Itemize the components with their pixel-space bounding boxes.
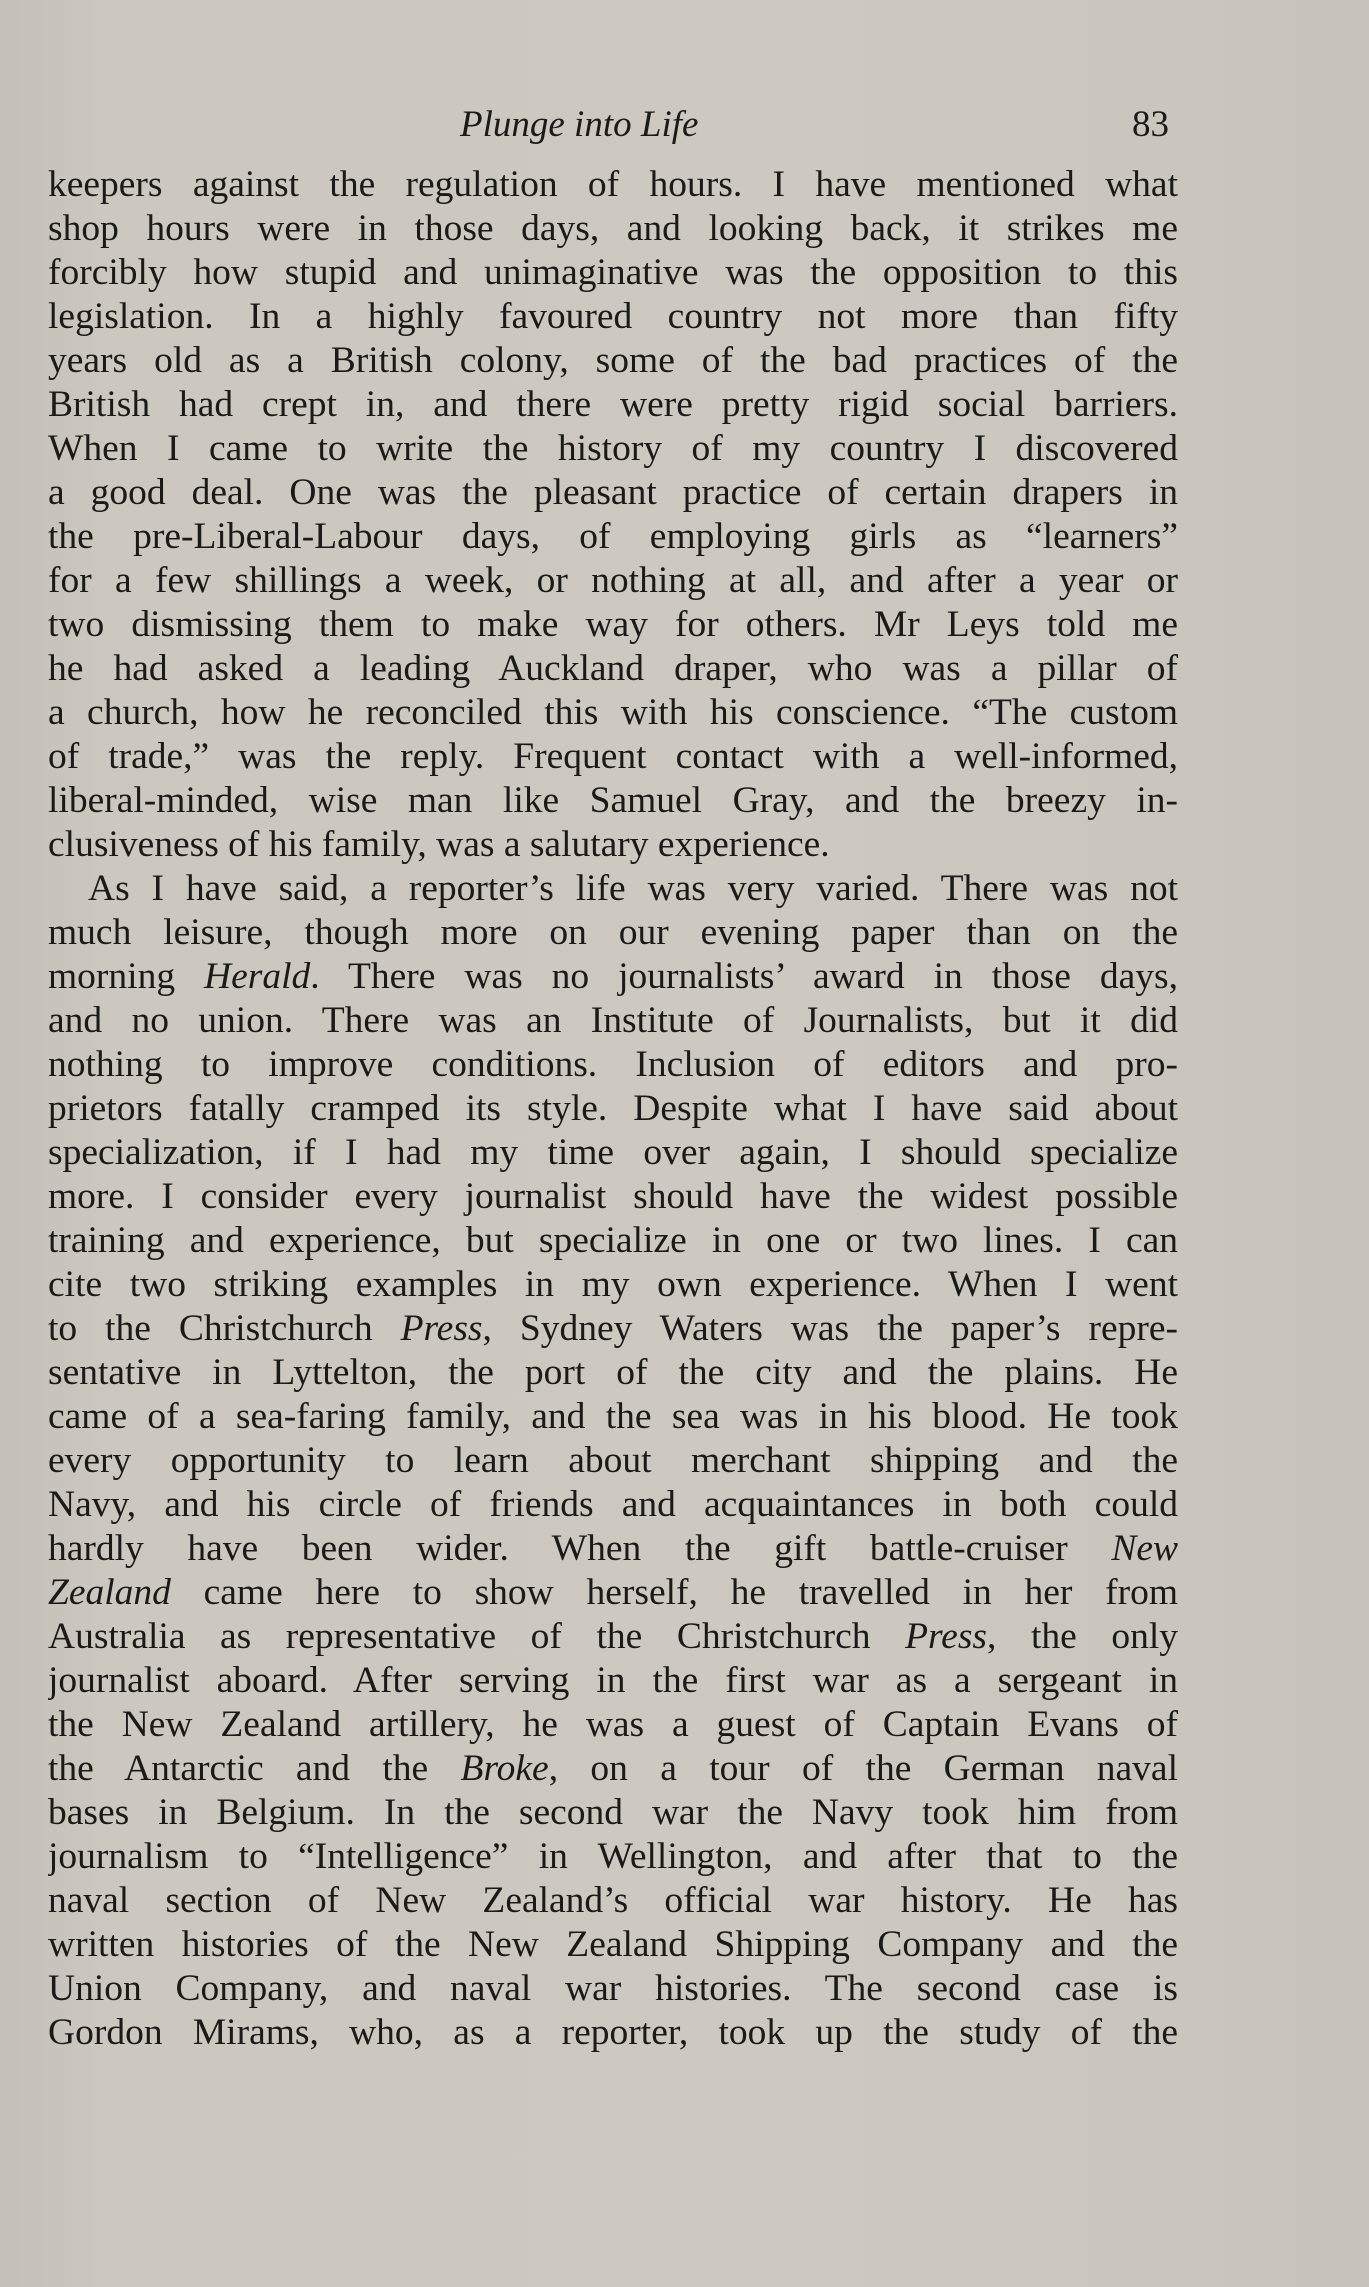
italic-title: Zealand — [48, 1572, 171, 1613]
italic-title: Press — [905, 1616, 988, 1657]
text-line: prietors fatally cramped its style. Despite what I have said about — [48, 1088, 1178, 1129]
text-line: clusiveness of his family, was a salutary experience. — [48, 824, 830, 865]
text-run: the Antarctic and the — [48, 1748, 461, 1789]
text-line: keepers against the regulation of hours. I have mentioned what — [48, 164, 1178, 205]
text-run: Australia as representative of the Christchurch — [48, 1616, 906, 1657]
text-run: , Sydney Waters was the paper’s repre- — [482, 1308, 1178, 1349]
text-line: more. I consider every journalist should have the widest possible — [48, 1176, 1178, 1217]
text-line: the pre-Liberal-Labour days, of employing girls as “learners” — [48, 516, 1178, 557]
text-line: years old as a British colony, some of the bad practices of the — [48, 340, 1178, 381]
text-line: journalist aboard. After serving in the first war as a sergeant in — [48, 1660, 1178, 1701]
italic-title: Herald — [204, 956, 311, 997]
text-line: Union Company, and naval war histories. The second case is — [48, 1968, 1178, 2009]
text-line: came of a sea-faring family, and the sea was in his blood. He took — [48, 1396, 1178, 1437]
page-number: 83 — [1132, 104, 1169, 145]
text-line: Navy, and his circle of friends and acquaintances in both could — [48, 1484, 1178, 1525]
text-line: and no union. There was an Institute of Journalists, but it did — [48, 1000, 1178, 1041]
text-run: , on a tour of the German naval — [548, 1748, 1178, 1789]
text-line: specialization, if I had my time over again, I should specialize — [48, 1132, 1178, 1173]
text-line — [48, 1571, 1178, 1615]
text-line: sentative in Lyttelton, the port of the city and the plains. He — [48, 1352, 1178, 1393]
text-line: liberal-minded, wise man like Samuel Gray, and the breezy in- — [48, 780, 1178, 821]
text-line: cite two striking examples in my own experience. When I went — [48, 1264, 1178, 1305]
text-line: naval section of New Zealand’s official war history. He has — [48, 1880, 1178, 1921]
text-line — [48, 1307, 1178, 1351]
text-line — [48, 1747, 1178, 1791]
text-line: As I have said, a reporter’s life was very varied. There was not — [88, 868, 1178, 909]
text-run: morning — [48, 956, 205, 997]
text-line: for a few shillings a week, or nothing at all, and after a year or — [48, 560, 1178, 601]
text-line: forcibly how stupid and unimaginative was the opposition to this — [48, 252, 1178, 293]
text-line — [48, 1615, 1178, 1659]
text-line: bases in Belgium. In the second war the Navy took him from — [48, 1792, 1178, 1833]
text-line: every opportunity to learn about merchant shipping and the — [48, 1440, 1178, 1481]
text-run: to the Christchurch — [48, 1308, 401, 1349]
text-line: training and experience, but specialize in one or two lines. I can — [48, 1220, 1178, 1261]
text-line: When I came to write the history of my country I discovered — [48, 428, 1178, 469]
text-line: of trade,” was the reply. Frequent contact with a well-informed, — [48, 736, 1178, 777]
italic-title: Broke — [460, 1748, 549, 1789]
text-run: , the only — [987, 1616, 1178, 1657]
text-run: hardly have been wider. When the gift battle-cruiser — [48, 1528, 1112, 1569]
text-run: . There was no journalists’ award in those days, — [310, 956, 1178, 997]
text-line: two dismissing them to make way for others. Mr Leys told me — [48, 604, 1178, 645]
text-line: the New Zealand artillery, he was a guest of Captain Evans of — [48, 1704, 1178, 1745]
italic-title: New — [1111, 1528, 1178, 1569]
text-line: legislation. In a highly favoured country not more than fifty — [48, 296, 1178, 337]
running-head — [0, 100, 1369, 150]
text-line: British had crept in, and there were pretty rigid social barriers. — [48, 384, 1178, 425]
text-line: nothing to improve conditions. Inclusion of editors and pro- — [48, 1044, 1178, 1085]
text-line: shop hours were in those days, and looking back, it strikes me — [48, 208, 1178, 249]
text-line: he had asked a leading Auckland draper, who was a pillar of — [48, 648, 1178, 689]
text-line: a good deal. One was the pleasant practice of certain drapers in — [48, 472, 1178, 513]
text-line: Gordon Mirams, who, as a reporter, took up the study of the — [48, 2012, 1178, 2053]
text-line: written histories of the New Zealand Shipping Company and the — [48, 1924, 1178, 1965]
italic-title: Press — [400, 1308, 483, 1349]
text-run: came here to show herself, he travelled in her from — [170, 1572, 1178, 1613]
text-line — [48, 1527, 1178, 1571]
text-line: much leisure, though more on our evening paper than on the — [48, 912, 1178, 953]
text-line — [48, 955, 1178, 999]
text-line: a church, how he reconciled this with his conscience. “The custom — [48, 692, 1178, 733]
body-text — [48, 163, 1178, 2055]
running-title: Plunge into Life — [460, 104, 699, 145]
text-line: journalism to “Intelligence” in Wellington, and after that to the — [48, 1836, 1178, 1877]
